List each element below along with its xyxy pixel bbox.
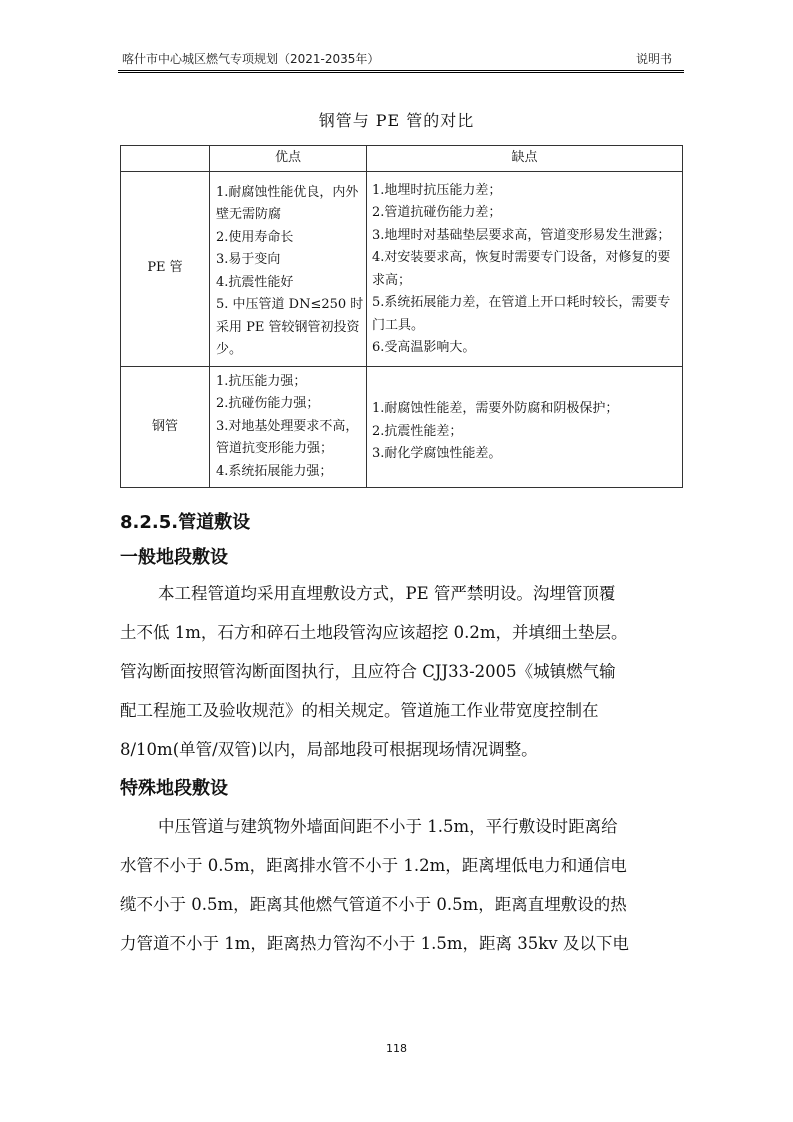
section-heading: 8.2.5.管道敷设 xyxy=(120,512,251,533)
paragraph-line: 管沟断面按照管沟断面图执行，且应符合 CJJ33-2005《城镇燃气输 xyxy=(120,662,616,681)
pe-pro-item: 5. 中压管道 DN≤250 时采用 PE 管较钢管初投资少。 xyxy=(216,297,364,357)
steel-pro-item: 2.抗碰伤能力强； xyxy=(216,396,320,411)
document-type: 说明书 xyxy=(635,52,672,66)
table-row-pe xyxy=(121,171,683,366)
pe-con-item: 6.受高温影响大。 xyxy=(372,340,476,355)
paragraph-line: 配工程施工及验收规范》的相关规定。管道施工作业带宽度控制在 xyxy=(120,701,599,720)
pe-con-item: 5.系统拓展能力差，在管道上开口耗时较长，需要专门工具。 xyxy=(372,295,671,333)
paragraph-line: 8/10m(单管/双管)以内，局部地段可根据现场情况调整。 xyxy=(120,740,538,759)
pe-pro-item: 3.易于变向 xyxy=(216,252,281,267)
comparison-table xyxy=(120,145,683,488)
steel-pros-cell xyxy=(210,366,367,488)
paragraph-special xyxy=(120,807,690,963)
header-rule xyxy=(118,70,684,73)
column-header-pros: 优点 xyxy=(210,146,367,172)
row-label-steel: 钢管 xyxy=(121,366,210,488)
steel-con-item: 1.耐腐蚀性能差，需要外防腐和阴极保护； xyxy=(372,401,619,416)
paragraph-line: 土不低 1m，石方和碎石土地段管沟应该超挖 0.2m，并填细土垫层。 xyxy=(120,623,628,642)
pe-pro-item: 2.使用寿命长 xyxy=(216,229,294,245)
paragraph-line: 本工程管道均采用直埋敷设方式，PE 管严禁明设。沟埋管顶覆 xyxy=(158,584,616,603)
table-row-steel xyxy=(121,366,683,488)
page-number: 118 xyxy=(386,1042,407,1055)
pe-pro-item: 1.耐腐蚀性能优良，内外壁无需防腐 xyxy=(216,184,359,222)
row-label-pe: PE 管 xyxy=(121,171,210,366)
table-title: 钢管与 PE 管的对比 xyxy=(318,111,475,130)
pe-cons-cell xyxy=(367,171,683,366)
paragraph-line: 中压管道与建筑物外墙面间距不小于 1.5m，平行敷设时距离给 xyxy=(158,817,618,836)
pe-pro-item: 4.抗震性能好 xyxy=(216,274,294,290)
column-header-empty xyxy=(121,146,210,172)
subsection-heading-special: 特殊地段敷设 xyxy=(120,778,228,799)
steel-con-item: 2.抗震性能差； xyxy=(372,423,463,439)
pe-con-item: 3.地埋时对基础垫层要求高，管道变形易发生泄露； xyxy=(372,227,671,243)
steel-con-item: 3.耐化学腐蚀性能差。 xyxy=(372,446,502,461)
paragraph-line: 水管不小于 0.5m，距离排水管不小于 1.2m，距离埋低电力和通信电 xyxy=(120,856,627,875)
table-header-row xyxy=(121,146,683,172)
steel-pro-item: 4.系统拓展能力强； xyxy=(216,463,333,479)
document-title: 喀什市中心城区燃气专项规划（2021-2035年） xyxy=(122,52,380,66)
steel-pro-item: 1.抗压能力强； xyxy=(216,373,307,389)
steel-cons-cell xyxy=(367,366,683,488)
pe-con-item: 4.对安装要求高，恢复时需要专门设备，对修复的要求高； xyxy=(372,250,671,288)
page-header xyxy=(122,48,678,70)
pe-con-item: 2.管道抗碰伤能力差； xyxy=(372,205,502,220)
steel-pro-item: 3.对地基处理要求不高，管道抗变形能力强； xyxy=(216,418,359,456)
pe-pros-cell xyxy=(210,171,367,366)
column-header-cons: 缺点 xyxy=(367,146,683,172)
paragraph-general xyxy=(120,574,690,769)
subsection-heading-general: 一般地段敷设 xyxy=(120,547,228,568)
paragraph-line: 力管道不小于 1m，距离热力管沟不小于 1.5m，距离 35kv 及以下电 xyxy=(120,934,629,953)
paragraph-line: 缆不小于 0.5m，距离其他燃气管道不小于 0.5m，距离直埋敷设的热 xyxy=(120,895,627,914)
pe-con-item: 1.地埋时抗压能力差； xyxy=(372,182,502,198)
